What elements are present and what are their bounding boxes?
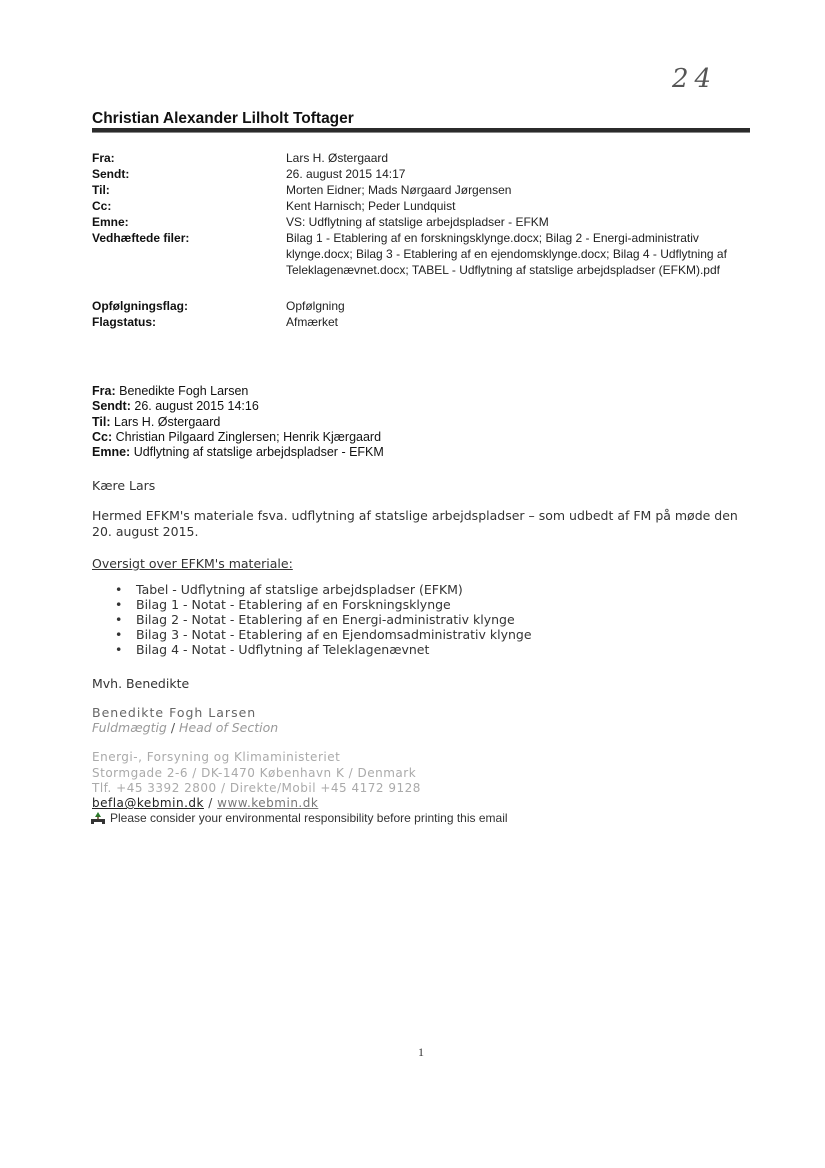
header-value: Opfølgning (286, 299, 345, 313)
field-label: Til: (92, 414, 111, 429)
forwarded-to (92, 415, 384, 430)
header-label: Fra: (92, 151, 115, 165)
page-number: 1 (418, 1045, 424, 1059)
header-label: Flagstatus: (92, 315, 157, 329)
list-item (110, 612, 532, 627)
header-label: Til: (92, 183, 110, 197)
attachment-list[interactable]: Bilag 1 - Etablering af en forskningsklynge.docx; Bilag 2 - Energi-administrativ klynge.docx; Bilag 3 - Etablering af en ejendomsklynge.docx; Bilag 4 - Udflytning af Teleklagenævnet.docx; TABEL - Udflytning af statslige arbejdspladser (EFKM).pdf (286, 231, 727, 277)
signature-name: Benedikte Fogh Larsen (92, 705, 257, 720)
material-list (110, 582, 532, 657)
list-item-text: Bilag 3 - Notat - Etablering af en Ejendomsadministrativ klynge (136, 627, 532, 642)
list-item-text: Tabel - Udflytning af statslige arbejdspladser (EFKM) (136, 582, 463, 597)
bullet-icon: • (115, 612, 123, 627)
contact-separator: / (203, 796, 218, 810)
list-item (110, 597, 532, 612)
header-value: Afmærket (286, 315, 339, 329)
list-item (110, 582, 532, 597)
forwarded-sent (92, 399, 384, 414)
signature-phones: Tlf. +45 3392 2800 / Direkte/Mobil +45 4172 9128 (92, 781, 421, 795)
field-label: Sendt: (92, 399, 131, 414)
list-item-text: Bilag 1 - Notat - Etablering af en Forskningsklynge (136, 597, 451, 612)
field-label: Cc: (92, 429, 113, 444)
field-value: Lars H. Østergaard (114, 414, 221, 429)
forwarded-cc (92, 430, 384, 445)
greeting: Kære Lars (92, 478, 156, 493)
email-link[interactable]: befla@kebmin.dk (92, 796, 204, 810)
title-english: Head of Section (179, 720, 279, 735)
header-value: VS: Udflytning af statslige arbejdspladser - EFKM (286, 215, 549, 229)
signature-title (92, 720, 278, 735)
field-label: Fra: (92, 384, 116, 398)
website-link[interactable]: www.kebmin.dk (217, 796, 319, 810)
header-label: Emne: (92, 215, 129, 229)
bullet-icon: • (115, 642, 123, 657)
closing: Mvh. Benedikte (92, 676, 190, 691)
bullet-icon: • (115, 597, 123, 612)
header-label: Vedhæftede filer: (92, 231, 190, 245)
list-item (110, 627, 532, 642)
signature-ministry: Energi-, Forsyning og Klimaministeriet (92, 750, 341, 764)
forwarded-header (92, 384, 384, 460)
environment-notice-text: Please consider your environmental responsibility before printing this email (110, 811, 508, 825)
header-label: Sendt: (92, 167, 130, 181)
title-separator: / (166, 720, 180, 735)
forwarded-subject (92, 445, 384, 460)
field-value: Udflytning af statslige arbejdspladser - EFKM (133, 445, 384, 460)
header-value: Kent Harnisch; Peder Lundquist (286, 199, 456, 213)
list-item-text: Bilag 2 - Notat - Etablering af en Energi-administrativ klynge (136, 612, 515, 627)
header-value: 26. august 2015 14:17 (286, 167, 406, 181)
list-item-text: Bilag 4 - Notat - Udflytning af Teleklagenævnet (136, 642, 430, 657)
bullet-icon: • (115, 627, 123, 642)
forwarded-from (92, 384, 384, 399)
field-value: Benedikte Fogh Larsen (119, 384, 249, 398)
environment-notice (90, 811, 508, 825)
body-paragraph: Hermed EFKM's materiale fsva. udflytning af statslige arbejdspladser – som udbedt af FM på møde den 20. august 2015. (92, 508, 738, 539)
bullet-icon: • (115, 582, 123, 597)
header-label: Cc: (92, 199, 112, 213)
signature-contact (92, 796, 318, 810)
header-divider (92, 128, 750, 133)
field-value: 26. august 2015 14:16 (134, 399, 259, 414)
overview-heading: Oversigt over EFKM's materiale: (92, 556, 293, 571)
mailbox-owner-name: Christian Alexander Lilholt Toftager (92, 110, 354, 127)
header-value: Morten Eidner; Mads Nørgaard Jørgensen (286, 183, 512, 197)
title-danish: Fuldmægtig (92, 720, 167, 735)
field-value: Christian Pilgaard Zinglersen; Henrik Kjærgaard (115, 429, 382, 444)
field-label: Emne: (92, 445, 131, 460)
header-label: Opfølgningsflag: (92, 299, 188, 313)
list-item (110, 642, 532, 657)
print-tree-icon (90, 811, 106, 825)
signature-address: Stormgade 2-6 / DK-1470 København K / Denmark (92, 766, 417, 780)
header-value: Lars H. Østergaard (286, 151, 389, 165)
handwritten-page-annotation: 24 (672, 64, 718, 94)
